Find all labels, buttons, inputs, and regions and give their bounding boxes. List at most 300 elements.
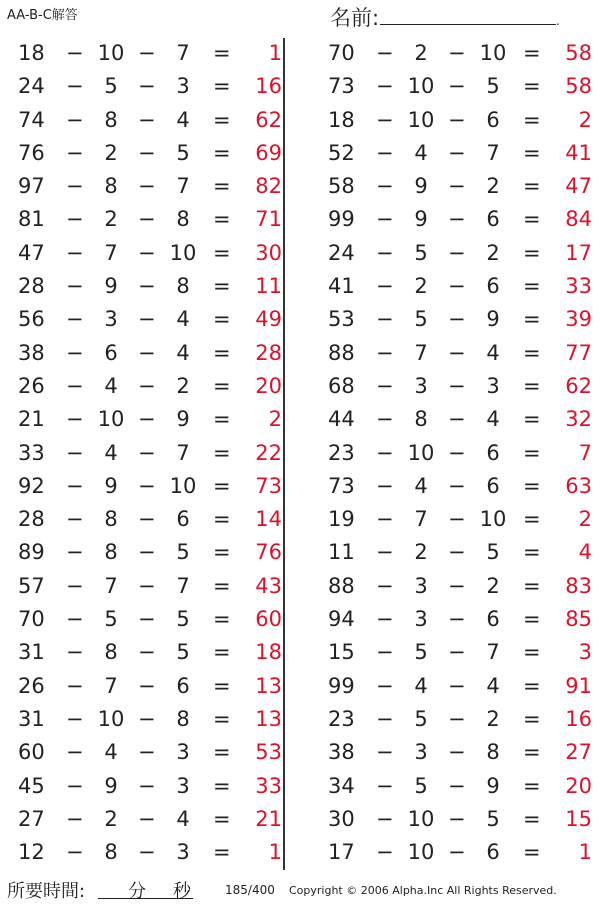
minus-sign: −: [448, 607, 466, 632]
answer: 49: [255, 307, 282, 332]
minus-sign: −: [66, 140, 84, 165]
minus-sign: −: [66, 207, 84, 232]
answer: 53: [255, 740, 282, 765]
operand-b: 4: [414, 673, 428, 698]
minus-sign: −: [138, 740, 156, 765]
problem-row: [310, 403, 600, 436]
minus-sign: −: [138, 274, 156, 299]
operand-a: 12: [18, 840, 45, 865]
minus-sign: −: [138, 407, 156, 432]
answer: 4: [578, 540, 592, 565]
equals-sign: =: [523, 740, 541, 765]
equals-sign: =: [523, 140, 541, 165]
equals-sign: =: [213, 473, 231, 498]
minus-sign: −: [138, 840, 156, 865]
answer: 2: [268, 407, 282, 432]
problem-row: [310, 503, 600, 536]
left-problem-column: [0, 37, 290, 869]
equals-sign: =: [523, 440, 541, 465]
answer: 60: [255, 607, 282, 632]
operand-b: 10: [97, 407, 125, 432]
answer: 20: [255, 373, 282, 398]
operand-b: 5: [414, 240, 428, 265]
answer: 28: [255, 340, 282, 365]
answer: 33: [255, 773, 282, 798]
operand-c: 4: [176, 107, 190, 132]
operand-b: 10: [407, 840, 435, 865]
operand-c: 4: [486, 407, 500, 432]
minus-sign: −: [448, 640, 466, 665]
operand-c: 6: [486, 473, 500, 498]
equals-sign: =: [213, 373, 231, 398]
operand-b: 2: [104, 806, 118, 831]
minus-sign: −: [66, 41, 84, 65]
operand-a: 38: [18, 340, 45, 365]
operand-b: 10: [407, 74, 435, 99]
operand-a: 23: [328, 440, 355, 465]
operand-c: 7: [176, 41, 190, 65]
minus-sign: −: [66, 607, 84, 632]
operand-c: 7: [176, 174, 190, 199]
equals-sign: =: [523, 107, 541, 132]
answer: 16: [255, 74, 282, 99]
operand-a: 52: [328, 140, 355, 165]
minus-sign: −: [448, 107, 466, 132]
minus-sign: −: [66, 240, 84, 265]
minus-sign: −: [376, 640, 394, 665]
operand-c: 7: [176, 440, 190, 465]
operand-a: 60: [18, 740, 45, 765]
equals-sign: =: [523, 274, 541, 299]
problem-row: [0, 503, 290, 536]
operand-c: 2: [486, 240, 500, 265]
minus-sign: −: [448, 407, 466, 432]
operand-a: 45: [18, 773, 45, 798]
minus-sign: −: [376, 140, 394, 165]
operand-b: 2: [414, 274, 428, 299]
minus-sign: −: [376, 307, 394, 332]
answer: 3: [578, 640, 592, 665]
operand-b: 6: [104, 340, 118, 365]
equals-sign: =: [523, 207, 541, 232]
minus-sign: −: [376, 773, 394, 798]
operand-b: 4: [104, 373, 118, 398]
operand-b: 5: [414, 307, 428, 332]
operand-c: 4: [176, 340, 190, 365]
operand-a: 30: [328, 806, 355, 831]
time-taken-label: 所要時間:: [7, 881, 86, 902]
operand-b: 5: [414, 706, 428, 731]
operand-c: 4: [176, 307, 190, 332]
problem-row: [310, 303, 600, 336]
equals-sign: =: [213, 240, 231, 265]
answer: 1: [268, 41, 282, 65]
minus-sign: −: [448, 706, 466, 731]
problem-row: [0, 736, 290, 769]
operand-c: 2: [486, 573, 500, 598]
operand-b: 3: [104, 307, 118, 332]
minus-sign: −: [376, 373, 394, 398]
operand-b: 8: [104, 840, 118, 865]
equals-sign: =: [213, 773, 231, 798]
problem-row: [0, 670, 290, 703]
minus-sign: −: [138, 507, 156, 532]
answer: 7: [578, 440, 592, 465]
minus-sign: −: [448, 140, 466, 165]
problem-row: [0, 170, 290, 203]
operand-a: 53: [328, 307, 355, 332]
minus-sign: −: [448, 41, 466, 65]
operand-c: 8: [176, 274, 190, 299]
operand-c: 2: [486, 706, 500, 731]
operand-b: 8: [104, 540, 118, 565]
minus-sign: −: [138, 240, 156, 265]
answer: 62: [255, 107, 282, 132]
minus-sign: −: [376, 340, 394, 365]
minus-sign: −: [376, 573, 394, 598]
answer: 30: [255, 240, 282, 265]
answer: 91: [565, 673, 592, 698]
minus-sign: −: [376, 174, 394, 199]
answer: 22: [255, 440, 282, 465]
equals-sign: =: [523, 307, 541, 332]
answer: 43: [255, 573, 282, 598]
minus-sign: −: [138, 540, 156, 565]
minus-sign: −: [138, 140, 156, 165]
operand-b: 2: [414, 41, 428, 65]
answer: 27: [565, 740, 592, 765]
equals-sign: =: [213, 806, 231, 831]
minus-sign: −: [66, 407, 84, 432]
equals-sign: =: [213, 673, 231, 698]
operand-b: 8: [414, 407, 428, 432]
equals-sign: =: [523, 773, 541, 798]
minus-sign: −: [448, 74, 466, 99]
operand-b: 3: [414, 740, 428, 765]
minus-sign: −: [448, 240, 466, 265]
equals-sign: =: [213, 74, 231, 99]
operand-b: 9: [414, 174, 428, 199]
problem-row: [310, 636, 600, 669]
minus-sign: −: [66, 507, 84, 532]
minus-sign: −: [66, 107, 84, 132]
operand-b: 5: [104, 607, 118, 632]
operand-c: 5: [176, 540, 190, 565]
minus-sign: −: [376, 107, 394, 132]
operand-b: 10: [407, 440, 435, 465]
operand-c: 5: [486, 74, 500, 99]
equals-sign: =: [523, 840, 541, 865]
minus-sign: −: [448, 773, 466, 798]
operand-a: 68: [328, 373, 355, 398]
problem-row: [0, 137, 290, 170]
operand-b: 4: [414, 473, 428, 498]
minus-sign: −: [66, 773, 84, 798]
operand-b: 4: [414, 140, 428, 165]
operand-b: 4: [104, 740, 118, 765]
equals-sign: =: [213, 107, 231, 132]
minus-sign: −: [376, 706, 394, 731]
operand-a: 18: [328, 107, 355, 132]
operand-a: 38: [328, 740, 355, 765]
equals-sign: =: [523, 473, 541, 498]
operand-c: 7: [486, 140, 500, 165]
operand-a: 31: [18, 706, 45, 731]
operand-a: 18: [18, 41, 45, 65]
equals-sign: =: [523, 41, 541, 65]
operand-c: 10: [479, 507, 507, 532]
answer: 58: [565, 41, 592, 65]
minus-sign: −: [138, 174, 156, 199]
minus-sign: −: [376, 440, 394, 465]
operand-c: 9: [486, 307, 500, 332]
equals-sign: =: [523, 174, 541, 199]
equals-sign: =: [523, 507, 541, 532]
problem-row: [0, 37, 290, 70]
minus-sign: −: [66, 540, 84, 565]
minus-sign: −: [138, 41, 156, 65]
minus-sign: −: [138, 706, 156, 731]
equals-sign: =: [213, 706, 231, 731]
problem-row: [0, 237, 290, 270]
equals-sign: =: [213, 140, 231, 165]
operand-a: 70: [18, 607, 45, 632]
equals-sign: =: [523, 373, 541, 398]
page-number: 185/400: [225, 883, 275, 897]
operand-c: 2: [176, 373, 190, 398]
column-divider: [283, 38, 285, 870]
operand-c: 6: [486, 107, 500, 132]
minus-sign: −: [66, 274, 84, 299]
problem-row: [0, 403, 290, 436]
operand-b: 7: [104, 240, 118, 265]
equals-sign: =: [213, 407, 231, 432]
equals-sign: =: [213, 507, 231, 532]
name-field-line: [380, 24, 556, 25]
minus-sign: −: [66, 740, 84, 765]
equals-sign: =: [523, 74, 541, 99]
operand-c: 7: [486, 640, 500, 665]
operand-a: 99: [328, 207, 355, 232]
operand-b: 8: [104, 107, 118, 132]
operand-b: 8: [104, 174, 118, 199]
answer: 17: [565, 240, 592, 265]
problem-row: [0, 203, 290, 236]
equals-sign: =: [213, 440, 231, 465]
problem-row: [310, 836, 600, 869]
operand-b: 2: [104, 140, 118, 165]
minus-sign: −: [448, 340, 466, 365]
minus-sign: −: [138, 573, 156, 598]
operand-c: 6: [486, 607, 500, 632]
problem-row: [310, 770, 600, 803]
operand-a: 44: [328, 407, 355, 432]
problem-row: [310, 104, 600, 137]
operand-c: 9: [486, 773, 500, 798]
operand-c: 5: [176, 640, 190, 665]
minus-sign: −: [376, 240, 394, 265]
operand-a: 81: [18, 207, 45, 232]
minus-sign: −: [376, 806, 394, 831]
operand-a: 58: [328, 174, 355, 199]
operand-c: 6: [486, 840, 500, 865]
problem-row: [0, 703, 290, 736]
answer: 1: [268, 840, 282, 865]
equals-sign: =: [523, 673, 541, 698]
equals-sign: =: [523, 240, 541, 265]
equals-sign: =: [523, 806, 541, 831]
operand-c: 3: [486, 373, 500, 398]
answer: 13: [255, 706, 282, 731]
answer: 47: [565, 174, 592, 199]
operand-c: 9: [176, 407, 190, 432]
operand-b: 2: [104, 207, 118, 232]
minus-sign: −: [66, 340, 84, 365]
minus-sign: −: [448, 673, 466, 698]
answer: 13: [255, 673, 282, 698]
problem-row: [310, 736, 600, 769]
equals-sign: =: [213, 740, 231, 765]
minus-sign: −: [138, 440, 156, 465]
operand-a: 92: [18, 473, 45, 498]
answer: 15: [565, 806, 592, 831]
minus-sign: −: [376, 740, 394, 765]
problem-row: [0, 536, 290, 569]
operand-c: 8: [176, 706, 190, 731]
answer: 82: [255, 174, 282, 199]
problem-row: [0, 437, 290, 470]
equals-sign: =: [523, 640, 541, 665]
minus-sign: −: [376, 840, 394, 865]
answer: 76: [255, 540, 282, 565]
answer: 58: [565, 74, 592, 99]
operand-b: 8: [104, 640, 118, 665]
operand-a: 47: [18, 240, 45, 265]
minus-sign: −: [376, 607, 394, 632]
right-problem-column: [310, 37, 600, 869]
operand-c: 3: [176, 773, 190, 798]
operand-a: 21: [18, 407, 45, 432]
operand-b: 7: [414, 340, 428, 365]
minus-sign: −: [66, 74, 84, 99]
seconds-label: 秒: [173, 881, 191, 902]
minus-sign: −: [138, 74, 156, 99]
operand-c: 6: [486, 274, 500, 299]
problem-row: [0, 104, 290, 137]
name-dot: .: [556, 14, 560, 28]
answer: 21: [255, 806, 282, 831]
answer: 20: [565, 773, 592, 798]
operand-a: 27: [18, 806, 45, 831]
answer: 73: [255, 473, 282, 498]
minus-sign: −: [448, 373, 466, 398]
minus-sign: −: [448, 540, 466, 565]
answer: 71: [255, 207, 282, 232]
operand-c: 10: [169, 240, 197, 265]
operand-b: 4: [104, 440, 118, 465]
answer: 69: [255, 140, 282, 165]
problem-row: [310, 437, 600, 470]
operand-b: 3: [414, 607, 428, 632]
minus-sign: −: [138, 207, 156, 232]
answer: 2: [578, 507, 592, 532]
minus-sign: −: [66, 573, 84, 598]
operand-a: 34: [328, 773, 355, 798]
problem-row: [310, 603, 600, 636]
operand-c: 8: [486, 740, 500, 765]
minus-sign: −: [138, 806, 156, 831]
operand-c: 3: [176, 740, 190, 765]
answer: 83: [565, 573, 592, 598]
operand-a: 73: [328, 473, 355, 498]
equals-sign: =: [213, 607, 231, 632]
minus-sign: −: [448, 840, 466, 865]
problem-row: [310, 570, 600, 603]
minutes-label: 分: [128, 881, 146, 902]
minus-sign: −: [66, 806, 84, 831]
minus-sign: −: [376, 274, 394, 299]
answer: 16: [565, 706, 592, 731]
equals-sign: =: [523, 706, 541, 731]
minus-sign: −: [376, 74, 394, 99]
operand-c: 4: [486, 340, 500, 365]
minus-sign: −: [138, 607, 156, 632]
minus-sign: −: [448, 573, 466, 598]
operand-a: 24: [18, 74, 45, 99]
operand-c: 4: [176, 806, 190, 831]
minus-sign: −: [66, 640, 84, 665]
operand-a: 26: [18, 373, 45, 398]
problem-row: [0, 270, 290, 303]
minus-sign: −: [376, 507, 394, 532]
equals-sign: =: [523, 607, 541, 632]
operand-a: 89: [18, 540, 45, 565]
equals-sign: =: [213, 174, 231, 199]
operand-c: 7: [176, 573, 190, 598]
answer: 14: [255, 507, 282, 532]
equals-sign: =: [213, 840, 231, 865]
operand-b: 3: [414, 573, 428, 598]
copyright-notice: Copyright © 2006 Alpha.Inc All Rights Reserved.: [289, 884, 557, 897]
equals-sign: =: [213, 540, 231, 565]
operand-b: 9: [104, 773, 118, 798]
equals-sign: =: [213, 640, 231, 665]
operand-c: 2: [486, 174, 500, 199]
operand-c: 6: [176, 507, 190, 532]
minus-sign: −: [448, 806, 466, 831]
operand-a: 31: [18, 640, 45, 665]
operand-b: 7: [104, 673, 118, 698]
minus-sign: −: [376, 673, 394, 698]
operand-a: 23: [328, 706, 355, 731]
operand-b: 10: [407, 806, 435, 831]
operand-a: 41: [328, 274, 355, 299]
operand-c: 5: [486, 806, 500, 831]
minus-sign: −: [66, 840, 84, 865]
minus-sign: −: [376, 540, 394, 565]
problem-row: [0, 770, 290, 803]
minus-sign: −: [138, 107, 156, 132]
problem-row: [0, 470, 290, 503]
minus-sign: −: [66, 706, 84, 731]
problem-row: [0, 603, 290, 636]
answer: 41: [565, 140, 592, 165]
answer: 39: [565, 307, 592, 332]
problem-row: [310, 703, 600, 736]
operand-b: 7: [414, 507, 428, 532]
operand-c: 8: [176, 207, 190, 232]
equals-sign: =: [523, 573, 541, 598]
